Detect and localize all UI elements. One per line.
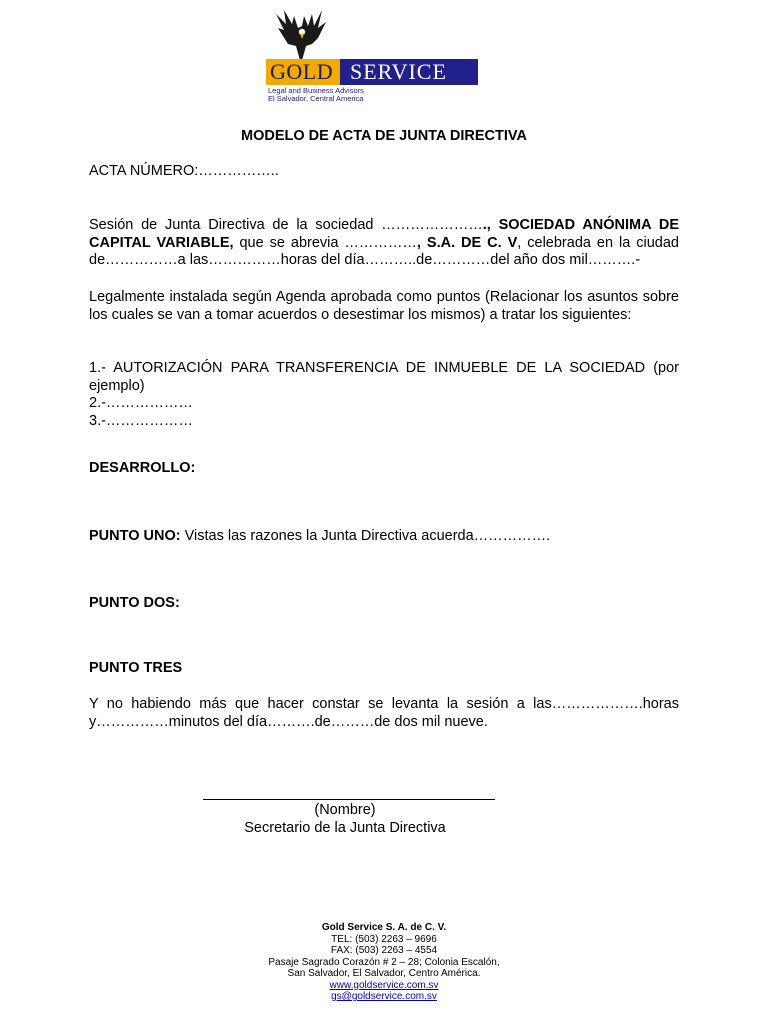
session-text-3: , celebrada en la ciudad de……………a las……………horas del día………..de…………del año dos mil……….- [89,234,679,268]
brand-word-service: SERVICE [340,59,478,85]
session-paragraph [89,217,679,270]
desarrollo-heading [89,460,679,478]
signature-role: Secretario de la Junta Directiva [244,820,446,836]
agenda-item: 3.-……………… [89,412,193,429]
tagline-line-1: Legal and Business Advisors [268,86,364,95]
footer-tel: TEL: (503) 2263 – 9696 [331,933,437,945]
punto-uno-text: Vistas las razones la Junta Directiva acuerda……………. [180,528,551,544]
tagline-line-2: El Salvador, Central America [268,94,364,103]
footer-website-link[interactable]: www.goldservice.com.sv [329,979,439,991]
punto-tres [89,660,679,678]
punto-uno-label: PUNTO UNO: [89,528,181,544]
agenda-intro-text: Legalmente instalada según Agenda aprobada como puntos (Relacionar los asuntos sobre los cuales se van a tomar acuerdos o desestimar los mismos) a tratar los siguientes: [89,289,679,323]
footer [0,922,768,1003]
document-title: MODELO DE ACTA DE JUNTA DIRECTIVA [241,128,527,144]
closing-paragraph [89,696,679,731]
punto-tres-label: PUNTO TRES [89,660,183,676]
punto-dos-label: PUNTO DOS: [89,595,180,611]
session-text-2: que se abrevia …………… [233,234,417,251]
footer-company: Gold Service S. A. de C. V. [321,922,447,933]
eagle-icon [274,6,328,64]
session-text-1: Sesión de Junta Directiva de la sociedad ………………… [89,217,483,233]
punto-dos [89,595,679,613]
desarrollo-label: DESARROLLO: [89,460,196,476]
acta-number [89,163,679,181]
agenda-item: 2.-……………… [89,395,193,411]
agenda-intro [89,289,679,324]
signature-name: (Nombre) [314,802,376,818]
session-bold-1: ., SOCIEDAD ANÓNIMA DE CAPITAL VARIABLE, [89,217,679,251]
session-bold-2: , S.A. DE C. V [416,234,518,251]
acta-number-text: ACTA NÚMERO:…………….. [89,163,279,179]
footer-address-2: San Salvador, El Salvador, Centro América. [287,968,481,979]
agenda-item: 1.- AUTORIZACIÓN PARA TRANSFERENCIA DE INMUEBLE DE LA SOCIEDAD (por ejemplo) [89,360,679,394]
company-logo [266,6,480,103]
brand-word-gold: GOLD [266,59,340,85]
brand-bar [266,59,478,85]
footer-address-1: Pasaje Sagrado Corazón # 2 – 28; Colonia Escalón, [268,956,500,968]
agenda-list [89,360,679,430]
footer-email-link[interactable]: gs@goldservice.com.sv [331,991,437,1002]
logo-tagline [268,87,364,103]
punto-uno [89,528,679,546]
signature-line [203,799,495,800]
closing-text: Y no habiendo más que hacer constar se levanta la sesión a las……………….horas y……………minutos del día……….de………de dos mil nueve. [89,696,679,730]
footer-fax: FAX: (503) 2263 – 4554 [330,945,438,956]
